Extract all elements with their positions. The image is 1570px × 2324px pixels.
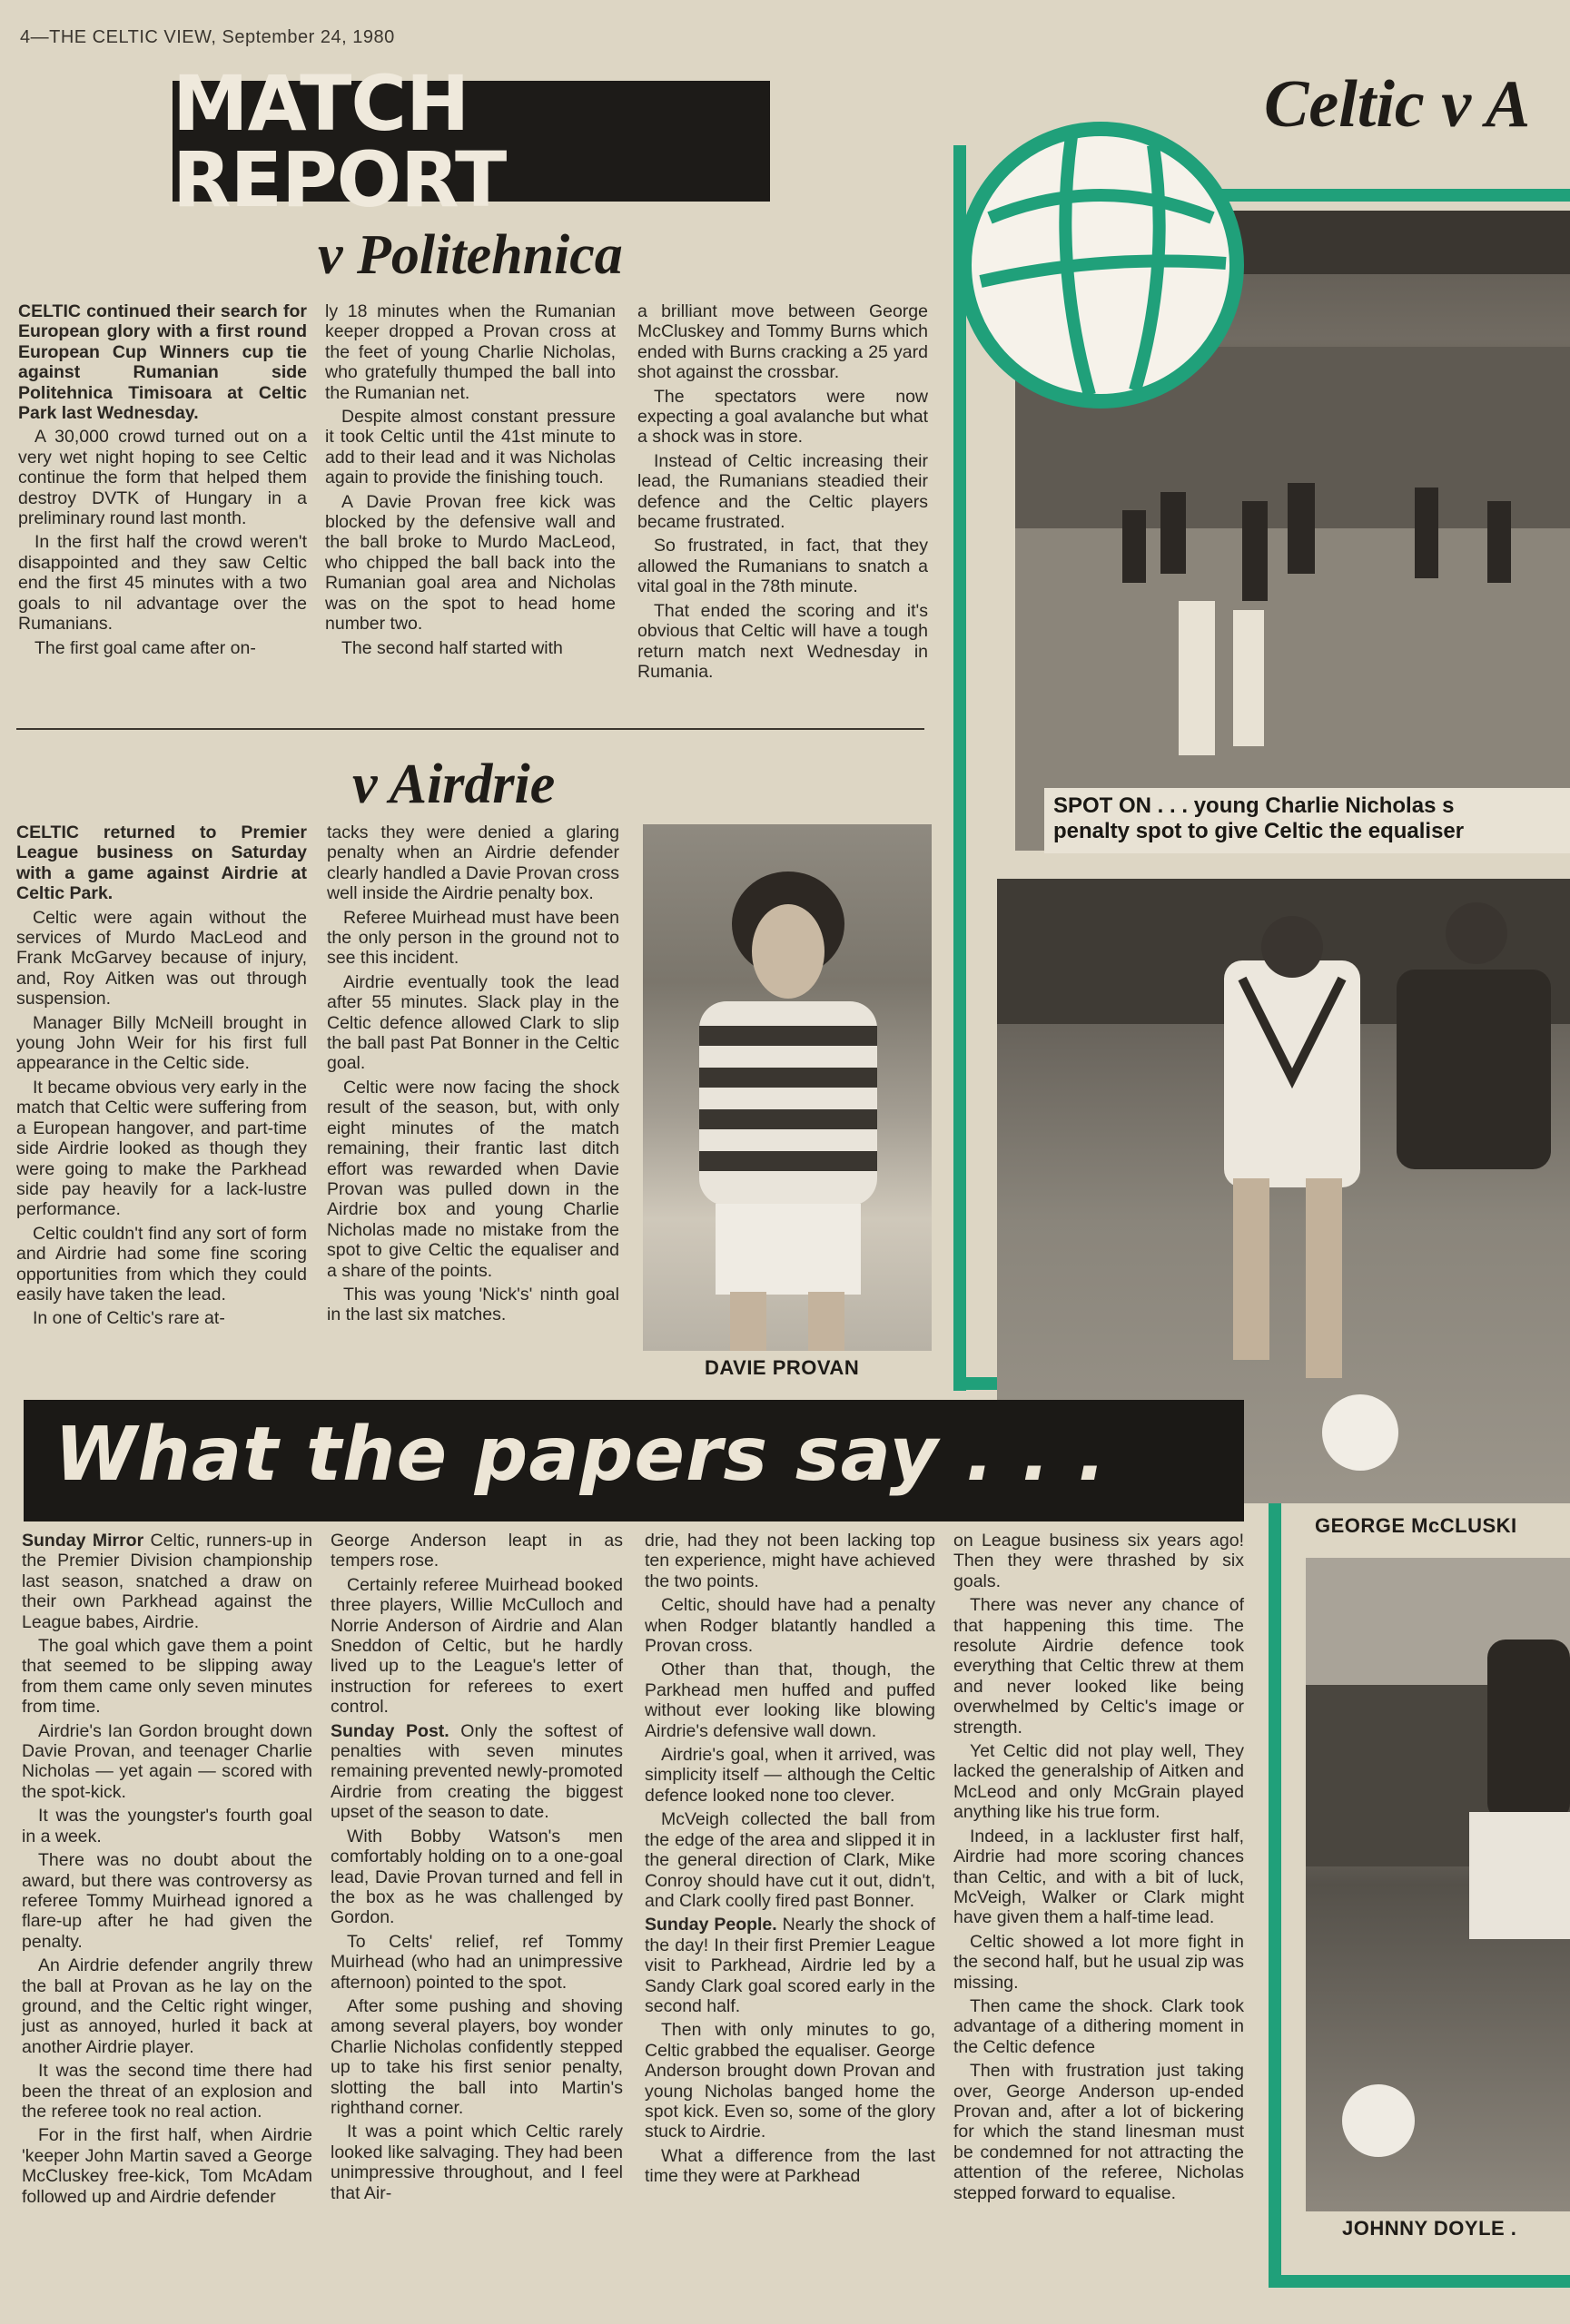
paper-quote-paragraph — [22, 2061, 312, 2122]
politehnica-column-3 — [637, 301, 928, 685]
paragraph-text: Yet Celtic did not play well, They lacked the generalship of Aitken and McLeod and only McGrain played anything like his true form. — [953, 1741, 1244, 1823]
article-paragraph: So frustrated, in fact, that they allowed the Rumanians to snatch a vital goal in the 78th minute. — [637, 536, 928, 597]
papers-column-3 — [645, 1531, 935, 2191]
article-paragraph: A 30,000 crowd turned out on a very wet night hoping to see Celtic continue the form that helped them destroy DVTK of Hungary in a preliminary round last month. — [18, 427, 307, 529]
paper-quote-paragraph — [645, 1531, 935, 1591]
celtic-banner-title: Celtic v A — [1264, 67, 1531, 142]
johnny-doyle-photo — [1306, 1558, 1570, 2211]
article-paragraph: CELTIC continued their search for European glory with a first round European Cup Winners cup tie against Rumanian side Politehnica Timisoara at Celtic Park last Wednesday. — [18, 301, 307, 424]
section-divider — [16, 728, 924, 730]
paragraph-text: There was never any chance of that happening this time. The resolute Airdrie defence took everything that Celtic threw at them and never looked like being overwhelmed by Celtic's image or strength. — [953, 1595, 1244, 1738]
paper-quote-paragraph — [331, 1531, 623, 1571]
paper-quote-paragraph — [953, 1996, 1244, 2057]
papers-column-1 — [22, 1531, 312, 2211]
papers-heading: What the papers say . . . — [54, 1412, 1107, 1498]
paragraph-text: Then with only minutes to go, Celtic grabbed the equaliser. George Anderson brought down Provan and young Nicholas banged home the spot kick. Even so, some of the glory stuck to Airdrie. — [645, 2020, 935, 2142]
paragraph-text: The goal which gave them a point that seemed to be slipping away from them came only seven minutes from time. — [22, 1636, 312, 1718]
player-portrait-illustration — [643, 824, 932, 1351]
spot-on-lead: SPOT ON . . . — [1053, 793, 1189, 818]
paper-quote-paragraph — [331, 1721, 623, 1823]
paper-quote-paragraph — [645, 2146, 935, 2187]
page-title: MATCH REPORT — [173, 58, 507, 224]
article-paragraph: Instead of Celtic increasing their lead, the Rumanians steadied their defence and the Celtic players became frustrated. — [637, 450, 928, 533]
article-paragraph: The second half started with — [341, 637, 563, 658]
paper-quote-paragraph — [645, 2020, 935, 2142]
article-paragraph: The first goal came after on- — [35, 637, 256, 658]
article-paragraph: In the first half the crowd weren't disappointed and they saw Celtic end the first 45 minutes with a two goals to nil advantage over the Rumanians. — [18, 532, 307, 635]
article-paragraph: That ended the scoring and it's obvious that Celtic will have a tough return match next Wednesday in Rumania. — [637, 600, 928, 682]
paragraph-text: It was the second time there had been the threat of an explosion and the referee took no real action. — [22, 2061, 312, 2122]
paper-quote-paragraph — [953, 1932, 1244, 1993]
paper-quote-paragraph — [22, 1955, 312, 2057]
paper-quote-paragraph — [22, 1636, 312, 1718]
paper-quote-paragraph — [331, 1932, 623, 1993]
paper-quote-paragraph — [331, 1575, 623, 1718]
paragraph-text: Celtic, should have had a penalty when Rodger blatantly handled a Provan cross. — [645, 1595, 935, 1657]
paragraph-text: For in the first half, when Airdrie 'keeper John Martin saved a George McCluskey free-kick, Tom McAdam followed up and Airdrie defender — [22, 2125, 312, 2207]
politehnica-heading: v Politehnica — [318, 224, 623, 286]
paragraph-text: Celtic, runners-up in the Premier Division championship last season, snatched a draw on their own Parkhead against the League babes, Airdrie. — [22, 1531, 312, 1632]
politehnica-column-1 — [18, 301, 307, 662]
paragraph-text: Indeed, in a lackluster first half, Airdrie had more scoring chances than Celtic, and with a bit of luck, McVeigh, Walker or Clark might have given them a half-time lead. — [953, 1826, 1244, 1928]
article-paragraph: Referee Muirhead must have been the only person in the ground not to see this incident. — [327, 907, 619, 969]
paragraph-text: It was the youngster's fourth goal in a week. — [22, 1806, 312, 1846]
airdrie-column-2 — [327, 822, 619, 1329]
newspaper-name: Sunday Mirror — [22, 1531, 144, 1551]
article-paragraph: It became obvious very early in the match that Celtic were suffering from a European hangover, and part-time side Airdrie looked as though they were going to make the Parkhead side pay heavily for a lack-lustre performance. — [16, 1077, 307, 1220]
paper-quote-paragraph — [331, 2122, 623, 2203]
paragraph-text: There was no doubt about the award, but there was controversy as referee Tommy Muirhead ignored a flare-up after he had given the penalty. — [22, 1850, 312, 1952]
paper-quote-paragraph — [953, 2061, 1244, 2203]
paragraph-text: Then with frustration just taking over, George Anderson up-ended Provan and, after a lot of bickering for which the stand linesman must be condemned for not attracting the attention of the referee, Nicholas stepped forward to equalise. — [953, 2061, 1244, 2203]
article-paragraph: The spectators were now expecting a goal avalanche but what a shock was in store. — [637, 386, 928, 448]
paragraph-text: It was a point which Celtic rarely looked like salvaging. They had been unimpressive throughout, and I feel that Air- — [331, 2122, 623, 2203]
paper-quote-paragraph — [645, 1915, 935, 2016]
airdrie-column-1 — [16, 822, 307, 1333]
paragraph-text: Nearly the shock of the day! In their first Premier League visit to Parkhead, Airdrie led by a Sandy Clark goal scored early in the second half. — [645, 1915, 935, 2016]
article-paragraph: In one of Celtic's rare at- — [33, 1308, 225, 1329]
article-paragraph: a brilliant move between George McCluskey and Tommy Burns which ended with Burns cracking a 25 yard shot against the crossbar. — [637, 301, 928, 383]
johnny-doyle-caption: JOHNNY DOYLE . — [1342, 2217, 1517, 2240]
article-paragraph: This was young 'Nick's' ninth goal in the last six matches. — [327, 1284, 619, 1325]
spot-on-line-2: penalty spot to give Celtic the equaliser — [1053, 819, 1465, 843]
paper-quote-paragraph — [22, 1850, 312, 1952]
politehnica-column-2 — [325, 301, 616, 662]
article-paragraph: Celtic were again without the services of Murdo MacLeod and Frank McGarvey because of injury, and, Roy Aitken was out through suspension. — [16, 907, 307, 1009]
article-paragraph: Celtic couldn't find any sort of form and Airdrie had some fine scoring opportunities from which they could easily have taken the lead. — [16, 1223, 307, 1305]
paragraph-text: With Bobby Watson's men comfortably holding on to a one-goal lead, Davie Provan turned and fell in the box as he was challenged by Gordon. — [331, 1826, 623, 1928]
newspaper-name: Sunday Post. — [331, 1720, 449, 1741]
paragraph-text: Celtic showed a lot more fight in the second half, but he usual zip was missing. — [953, 1931, 1244, 1993]
davie-provan-caption: DAVIE PROVAN — [705, 1356, 860, 1379]
paragraph-text: What a difference from the last time they were at Parkhead — [645, 2145, 935, 2187]
match-report-header — [173, 58, 770, 224]
paragraph-text: McVeigh collected the ball from the edge of the area and slipped it in the general direction of Clark, Mike Conroy should have cut it out, didn't, and Clark coolly fired past Bonner. — [645, 1809, 935, 1911]
green-frame-lower-left — [1269, 1377, 1281, 2288]
paper-quote-paragraph — [645, 1745, 935, 1806]
paper-quote-paragraph — [331, 1827, 623, 1928]
article-paragraph: CELTIC returned to Premier League business on Saturday with a game against Airdrie at Celtic Park. — [16, 822, 307, 904]
davie-provan-photo — [643, 824, 932, 1351]
papers-column-4 — [953, 1531, 1244, 2207]
paragraph-text: drie, had they not been lacking top ten experience, might have achieved the two points. — [645, 1531, 935, 1591]
paragraph-text: Only the softest of penalties with seven minutes remaining prevented newly-promoted Airdrie from creating the biggest upset of the season to date. — [331, 1720, 623, 1823]
article-paragraph: A Davie Provan free kick was blocked by the defensive wall and the ball broke to Murdo MacLeod, who chipped the ball back into the Rumanian goal area and Nicholas was on the spot to head home number two. — [325, 491, 616, 635]
paragraph-text: on League business six years ago! Then they were thrashed by six goals. — [953, 1531, 1244, 1591]
paper-quote-paragraph — [22, 2125, 312, 2207]
papers-column-2 — [331, 1531, 623, 2207]
green-frame-bottom — [1269, 2275, 1570, 2288]
player-action-illustration — [1306, 1558, 1570, 2211]
paragraph-text: After some pushing and shoving among several players, boy wonder Charlie Nicholas confidently stepped up to take his first senior penalty, slotting the ball into Martin's righthand corner. — [331, 1995, 623, 2118]
football-icon — [953, 118, 1249, 413]
paper-quote-paragraph — [953, 1531, 1244, 1591]
paper-quote-paragraph — [22, 1721, 312, 1803]
paragraph-text: Other than that, though, the Parkhead men huffed and puffed without ever looking like blowing Airdrie's defensive wall down. — [645, 1659, 935, 1741]
paragraph-text: Airdrie's goal, when it arrived, was simplicity itself — although the Celtic defence looked none too clever. — [645, 1745, 935, 1806]
paragraph-text: George Anderson leapt in as tempers rose. — [331, 1531, 623, 1571]
paper-quote-paragraph — [953, 1595, 1244, 1738]
article-paragraph: Airdrie eventually took the lead after 55 minutes. Slack play in the Celtic defence allowed Clark to slip the ball past Pat Bonner in the Celtic goal. — [327, 971, 619, 1074]
paper-quote-paragraph — [645, 1659, 935, 1741]
article-paragraph: tacks they were denied a glaring penalty when an Airdrie defender clearly handled a Davie Provan cross well inside the Airdrie penalty box. — [327, 822, 619, 904]
article-paragraph: Despite almost constant pressure it took Celtic until the 41st minute to add to their lead and it was Nicholas again to provide the finishing touch. — [325, 407, 616, 488]
spot-on-caption — [1044, 788, 1570, 853]
paragraph-text: To Celts' relief, ref Tommy Muirhead (who had an unimpressive afternoon) pointed to the spot. — [331, 1931, 623, 1993]
paper-quote-paragraph — [645, 1809, 935, 1911]
paper-quote-paragraph — [22, 1531, 312, 1632]
airdrie-heading: v Airdrie — [352, 753, 556, 815]
article-paragraph: Celtic were now facing the shock result of the season, but, with only eight minutes of the match remaining, their frantic last ditch effort was rewarded when Davie Provan was pulled down in the Airdrie box and young Charlie Nicholas made no mistake from the spot to give Celtic the equaliser and a share of the points. — [327, 1077, 619, 1281]
page-folio: 4—THE CELTIC VIEW, September 24, 1980 — [20, 27, 395, 47]
spot-on-line-1: young Charlie Nicholas s — [1193, 793, 1455, 818]
paragraph-text: Certainly referee Muirhead booked three players, Willie McCulloch and Norrie Anderson of Airdrie and Alan Sneddon of Celtic, but he hardly lived up to the League's letter of instruction for referees to exert control. — [331, 1574, 623, 1718]
paragraph-text: Airdrie's Ian Gordon brought down Davie Provan, and teenager Charlie Nicholas — yet again — scored with the spot-kick. — [22, 1720, 312, 1802]
paper-quote-paragraph — [645, 1595, 935, 1656]
paragraph-text: Then came the shock. Clark took advantage of a dithering moment in the Celtic defence — [953, 1995, 1244, 2057]
paper-quote-paragraph — [22, 1806, 312, 1846]
paper-quote-paragraph — [331, 1996, 623, 2118]
paper-quote-paragraph — [953, 1827, 1244, 1928]
article-paragraph: ly 18 minutes when the Rumanian keeper dropped a Provan cross at the feet of young Charlie Nicholas, who gratefully thumped the ball into the Rumanian net. — [325, 301, 616, 403]
george-mccluskey-caption: GEORGE McCLUSKI — [1315, 1514, 1517, 1537]
paragraph-text: An Airdrie defender angrily threw the ball at Provan as he lay on the ground, and the Celtic right winger, just as annoyed, hurled it back at another Airdrie player. — [22, 1955, 312, 2057]
article-paragraph: Manager Billy McNeill brought in young John Weir for his first full appearance in the Celtic side. — [16, 1012, 307, 1074]
paper-quote-paragraph — [953, 1741, 1244, 1823]
newspaper-name: Sunday People. — [645, 1915, 777, 1935]
